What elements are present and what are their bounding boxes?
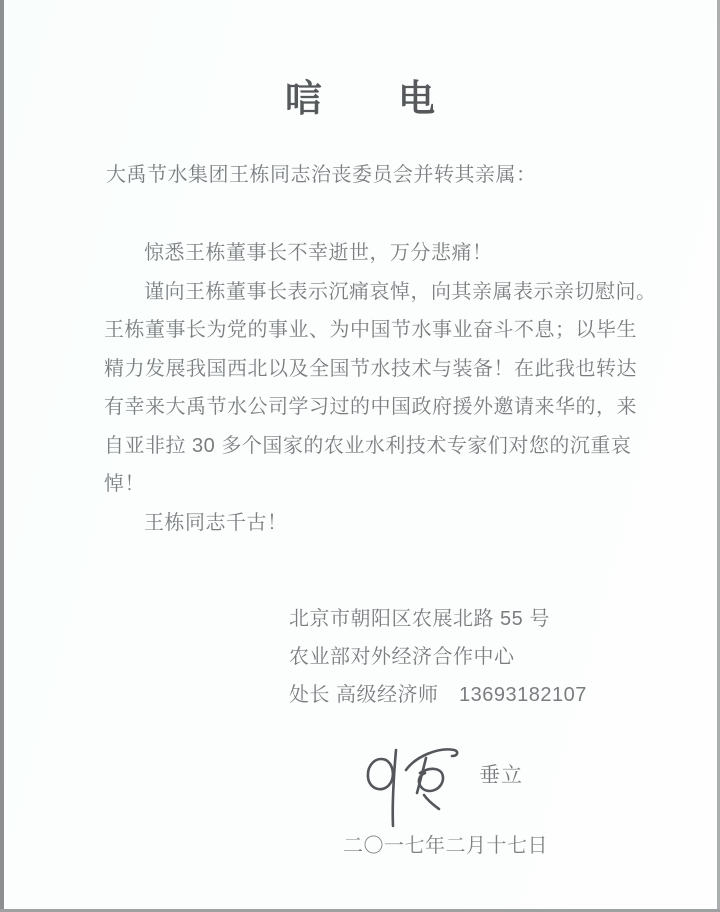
letter-title-char-left: 唁 [285, 78, 322, 119]
body-line: 自亚非拉 30 多个国家的农业水利技术专家们对您的沉重哀 [104, 434, 632, 457]
sender-contact: 处长 高级经济师 13693182107 [289, 684, 587, 706]
date-line: 二〇一七年二月十七日 [343, 835, 548, 857]
body-line: 精力发展我国西北以及全国节水技术与装备！在此我也转达 [104, 357, 637, 380]
letter-title [0, 68, 720, 122]
sender-block [289, 600, 587, 714]
handwritten-signature [340, 725, 480, 835]
letter-body [104, 234, 664, 542]
salutation-line: 大禹节水集团王栋同志治丧委员会并转其亲属： [106, 164, 537, 186]
scan-edge-left [0, 0, 4, 912]
body-line: 谨向王栋董事长表示沉痛哀悼，向其亲属表示亲切慰问。 [144, 280, 657, 303]
signature-area [340, 725, 590, 835]
sender-organization: 农业部对外经济合作中心 [289, 646, 515, 668]
tribute-line: 王栋同志千古！ [144, 511, 288, 534]
body-line: 惊悉王栋董事长不幸逝世，万分悲痛！ [144, 242, 493, 264]
printed-name: 垂立 [479, 764, 523, 787]
letter-title-char-right: 电 [398, 78, 435, 119]
body-line: 有幸来大禹节水公司学习过的中国政府援外邀请来华的，来 [104, 396, 637, 418]
sender-address: 北京市朝阳区农展北路 55 号 [289, 608, 550, 630]
body-line: 悼！ [104, 473, 145, 495]
body-line: 王栋董事长为党的事业、为中国节水事业奋斗不息；以毕生 [104, 319, 637, 341]
